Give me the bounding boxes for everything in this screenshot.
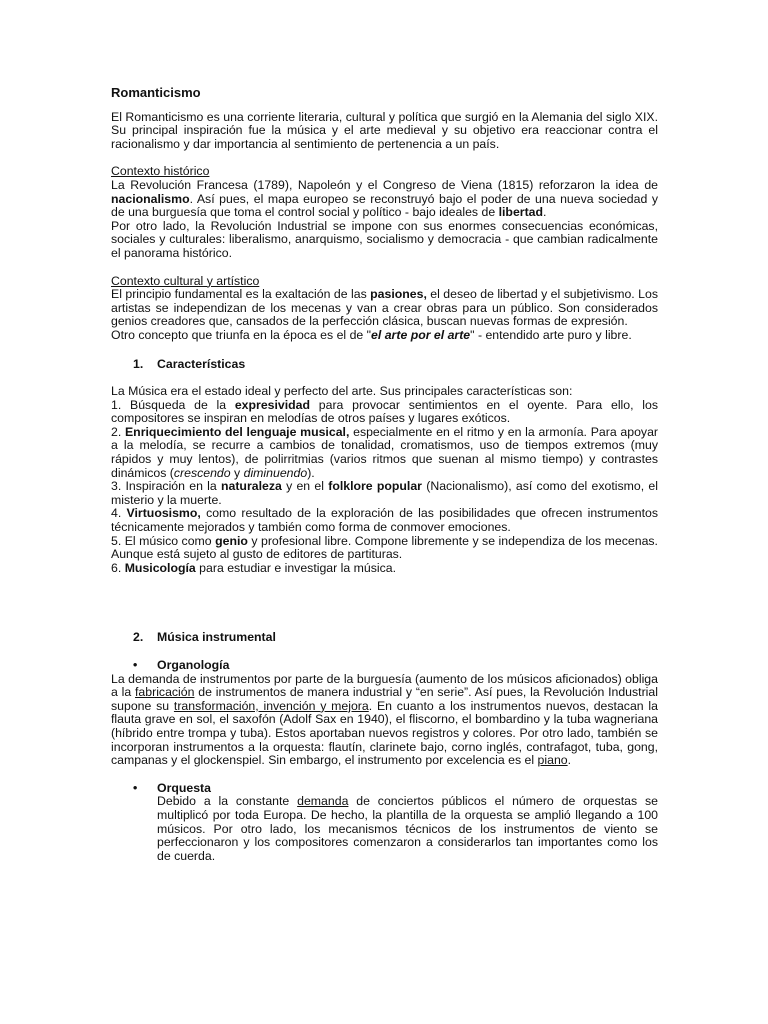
section1-intro: La Música era el estado ideal y perfecto del arte. Sus principales características son: [111, 384, 573, 399]
document-body [111, 86, 658, 863]
characteristic-6: 6. Musicología para estudiar e investigar la música. [111, 560, 397, 575]
cultural-heading: Contexto cultural y artístico [111, 273, 260, 288]
document-title: Romanticismo [111, 85, 201, 100]
historic-heading: Contexto histórico [111, 164, 210, 179]
bullet-icon: • [133, 658, 138, 672]
section2-heading: 2. Música instrumental [133, 630, 276, 645]
characteristic-2: 2. Enriquecimiento del lenguaje musical, especialmente en el ritmo y en la armonía. Para apoyar a la melodía, se recurre a cambios de tonalidad, cromatismos, uso de tiempos extremos (muy rápidos y muy lentos), de polirritmias (varios ritmos que suenan al mismo tiempo) y contrastes dinámicos (crescendo y diminuendo). [111, 424, 658, 480]
orchestra-paragraph: Debido a la constante demanda de conciertos públicos el número de orquestas se multiplicó por toda Europa. De hecho, la plantilla de la orquesta se amplió llegando a 100 músicos. Por otro lado, los mecanismos técnicos de los instrumentos de viento se perfeccionaron y los compositores comenzaron a considerarlos tan importantes como los de cuerda. [157, 794, 658, 863]
orchestra-heading: • Orquesta [133, 780, 211, 795]
bullet-icon: • [133, 780, 138, 795]
characteristic-3: 3. Inspiración en la naturaleza y en el folklore popular (Nacionalismo), así como del exotismo, el misterio y la muerte. [111, 479, 658, 507]
historic-paragraph-2: Por otro lado, la Revolución Industrial se impone con sus enormes consecuencias económicas, sociales y culturales: liberalismo, anarquismo, socialismo y democracia - que cambian radicalmente el panorama histórico. [111, 218, 658, 260]
characteristic-5: 5. El músico como genio y profesional libre. Compone libremente y se independiza de los mecenas. Aunque está sujeto al gusto de editores de partituras. [111, 533, 658, 562]
characteristic-1: 1. Búsqueda de la expresividad para provocar sentimientos en el oyente. Para ello, los compositores se inspiran en melodías de otros países y lugares exóticos. [111, 397, 658, 426]
cultural-paragraph-1: El principio fundamental es la exaltación de las pasiones, el deseo de libertad y el subjetivismo. Los artistas se independizan de los mecenas y van a crear obras para un público. Son considerados genios creadores que, cansados de la perfección clásica, buscan nuevas formas de expresión. [111, 287, 658, 329]
cultural-paragraph-2: Otro concepto que triunfa en la época es el de "el arte por el arte" - entendido arte puro y libre. [111, 327, 632, 342]
historic-paragraph-1: La Revolución Francesa (1789), Napoleón y el Congreso de Viena (1815) reforzaron la idea de nacionalismo. Así pues, el mapa europeo se reconstruyó bajo el poder de una nueva sociedad y de una burguesía que toma el control social y político - bajo ideales de libertad. [111, 177, 658, 220]
organology-heading: • Organología [133, 658, 230, 672]
intro-paragraph: El Romanticismo es una corriente literaria, cultural y política que surgió en la Alemania del siglo XIX. Su principal inspiración fue la música y el arte medieval y su objetivo era reaccionar contra el racionalismo y dar importancia al sentimiento de pertenencia a un país. [111, 109, 658, 151]
characteristic-4: 4. Virtuosismo, como resultado de la exploración de las posibilidades que ofrecen instrumentos técnicamente mejorados y también como forma de conmover emociones. [111, 506, 658, 535]
organology-paragraph: La demanda de instrumentos por parte de la burguesía (aumento de los músicos aficionados) obliga a la fabricación de instrumentos de manera industrial y “en serie”. Así pues, la Revolución Industrial supone su transformación, invención y mejora. En cuanto a los instrumentos nuevos, destacan la flauta grave en sol, el saxofón (Adolf Sax en 1940), el fliscorno, el bombardino y la tuba wagneriana (híbrido entre trompa y tuba). Estos aportaban nuevos registros y colores. Por otro lado, también se incorporan instrumentos a la orquesta: flautín, clarinete bajo, corno inglés, contrafagot, tuba, gong, campanas y el glockenspiel. Sin embargo, el instrumento por excelencia es el piano. [111, 671, 658, 768]
section1-heading: 1. Características [133, 356, 246, 371]
